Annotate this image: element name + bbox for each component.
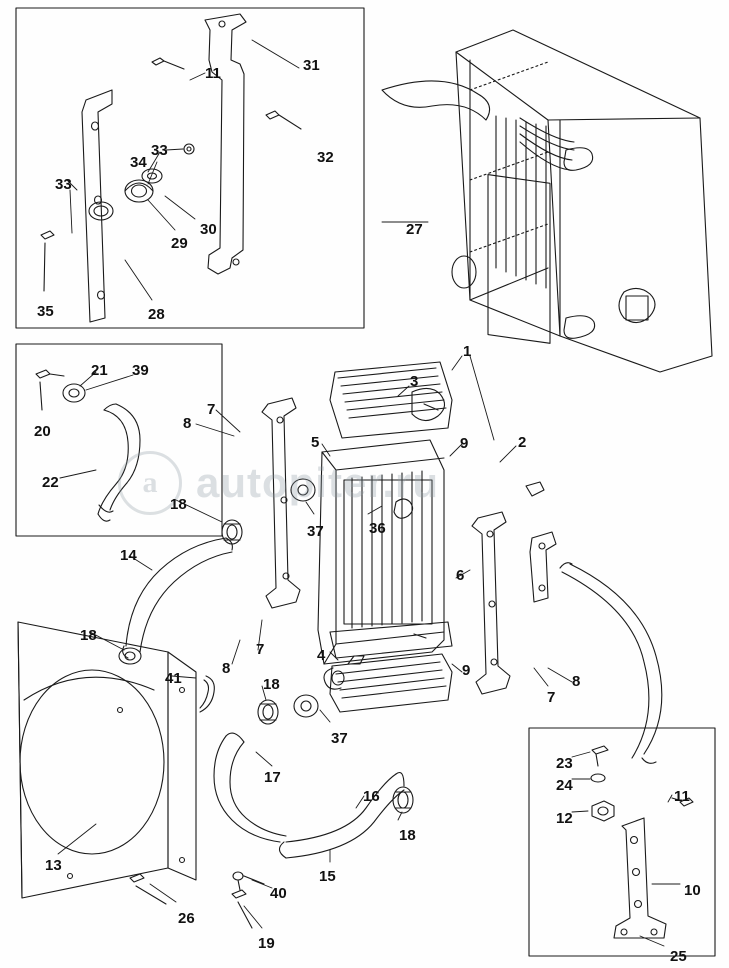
callout-number-39: 39 [132,362,149,379]
callout-number-40: 40 [270,885,287,902]
part-22-hose [98,404,140,521]
callout-number-20: 20 [34,423,51,440]
callout-number-9: 9 [460,435,469,452]
callout-number-34: 34 [130,154,147,171]
part-12-nut [592,801,614,821]
callout-number-8: 8 [183,415,192,432]
part-18-collar-a [222,520,242,544]
part-21-bolt [36,370,64,410]
part-9-bracket-upper [526,482,544,496]
callout-number-18: 18 [399,827,416,844]
part-19-bolt [232,890,252,928]
part-3-charge-air-cooler [330,362,452,438]
callout-number-8: 8 [572,673,581,690]
part-18-collar-b [258,700,278,724]
part-34-washer [142,169,162,183]
callout-number-35: 35 [37,303,54,320]
callout-number-6: 6 [456,567,465,584]
callout-number-11: 11 [205,65,221,82]
callout-number-33: 33 [151,142,168,159]
panel-upper-left [16,8,364,328]
part-10-mounting-bracket [614,818,666,938]
callout-number-28: 28 [148,306,165,323]
part-17-lower-hose [214,733,286,842]
callout-number-12: 12 [556,810,573,827]
callout-number-1: 1 [463,343,472,360]
callout-number-3: 3 [410,373,419,390]
part-27-radiator-frame [382,30,712,372]
callout-number-2: 2 [518,434,527,451]
watermark-badge: a [118,451,182,515]
part-28-support-bar [82,90,113,322]
callout-number-17: 17 [264,769,281,786]
part-39-clamp [63,384,85,402]
callout-number-8: 8 [222,660,231,677]
callout-number-14: 14 [120,547,137,564]
leader-lines-panel3 [572,752,680,946]
part-29-grommet [125,180,153,202]
callout-number-18: 18 [170,496,187,513]
callout-number-37: 37 [307,523,324,540]
part-35-bolt [41,231,54,291]
callout-number-18: 18 [263,676,280,693]
part-26-bolt [130,874,166,904]
callout-number-30: 30 [200,221,217,238]
part-5-left-rail [262,398,300,608]
part-11-bolt [152,58,184,69]
part-14-upper-hose [123,538,233,658]
part-16-long-hose [279,773,404,859]
part-24-washer [591,774,605,782]
callout-number-5: 5 [311,434,320,451]
callout-number-26: 26 [178,910,195,927]
callout-number-21: 21 [91,362,108,379]
part-37-grommet-lower [294,695,318,717]
part-37-grommet-upper [291,479,315,501]
part-23-bolt [592,746,608,766]
callout-number-19: 19 [258,935,275,952]
callout-number-13: 13 [45,857,62,874]
watermark-text: autopiter.ru [196,459,440,506]
callout-number-18: 18 [80,627,97,644]
callout-number-10: 10 [684,882,701,899]
callout-number-22: 22 [42,474,59,491]
callout-number-7: 7 [547,689,556,706]
part-9-deflector [330,622,452,658]
callout-number-7: 7 [256,641,265,658]
callout-number-29: 29 [171,235,188,252]
callout-number-36: 36 [369,520,386,537]
callout-number-25: 25 [670,948,687,965]
callout-number-33: 33 [55,176,72,193]
leader-lines-panel1 [67,40,299,300]
part-33-bolt-upper [184,144,194,154]
callout-number-37: 37 [331,730,348,747]
callout-number-11: 11 [674,788,690,805]
callout-number-41: 41 [165,670,182,687]
callout-number-32: 32 [317,149,334,166]
callout-number-16: 16 [363,788,380,805]
callout-number-15: 15 [319,868,336,885]
callout-number-31: 31 [303,57,320,74]
callout-number-9: 9 [462,662,471,679]
callout-number-24: 24 [556,777,573,794]
part-2-radiator-core [318,440,444,664]
callout-number-7: 7 [207,401,216,418]
long-curved-hose-right [560,563,662,764]
part-4-oil-cooler [324,654,452,712]
part-41-clip [200,676,214,712]
part-32-bolt [266,111,301,129]
callout-number-27: 27 [406,221,423,238]
leader-lines-panel2 [60,372,133,478]
part-bracket-right-mid [530,532,556,602]
part-40-bolt [233,872,264,890]
callout-number-23: 23 [556,755,573,772]
callout-number-4: 4 [317,647,326,664]
part-6-right-rail [472,512,510,694]
